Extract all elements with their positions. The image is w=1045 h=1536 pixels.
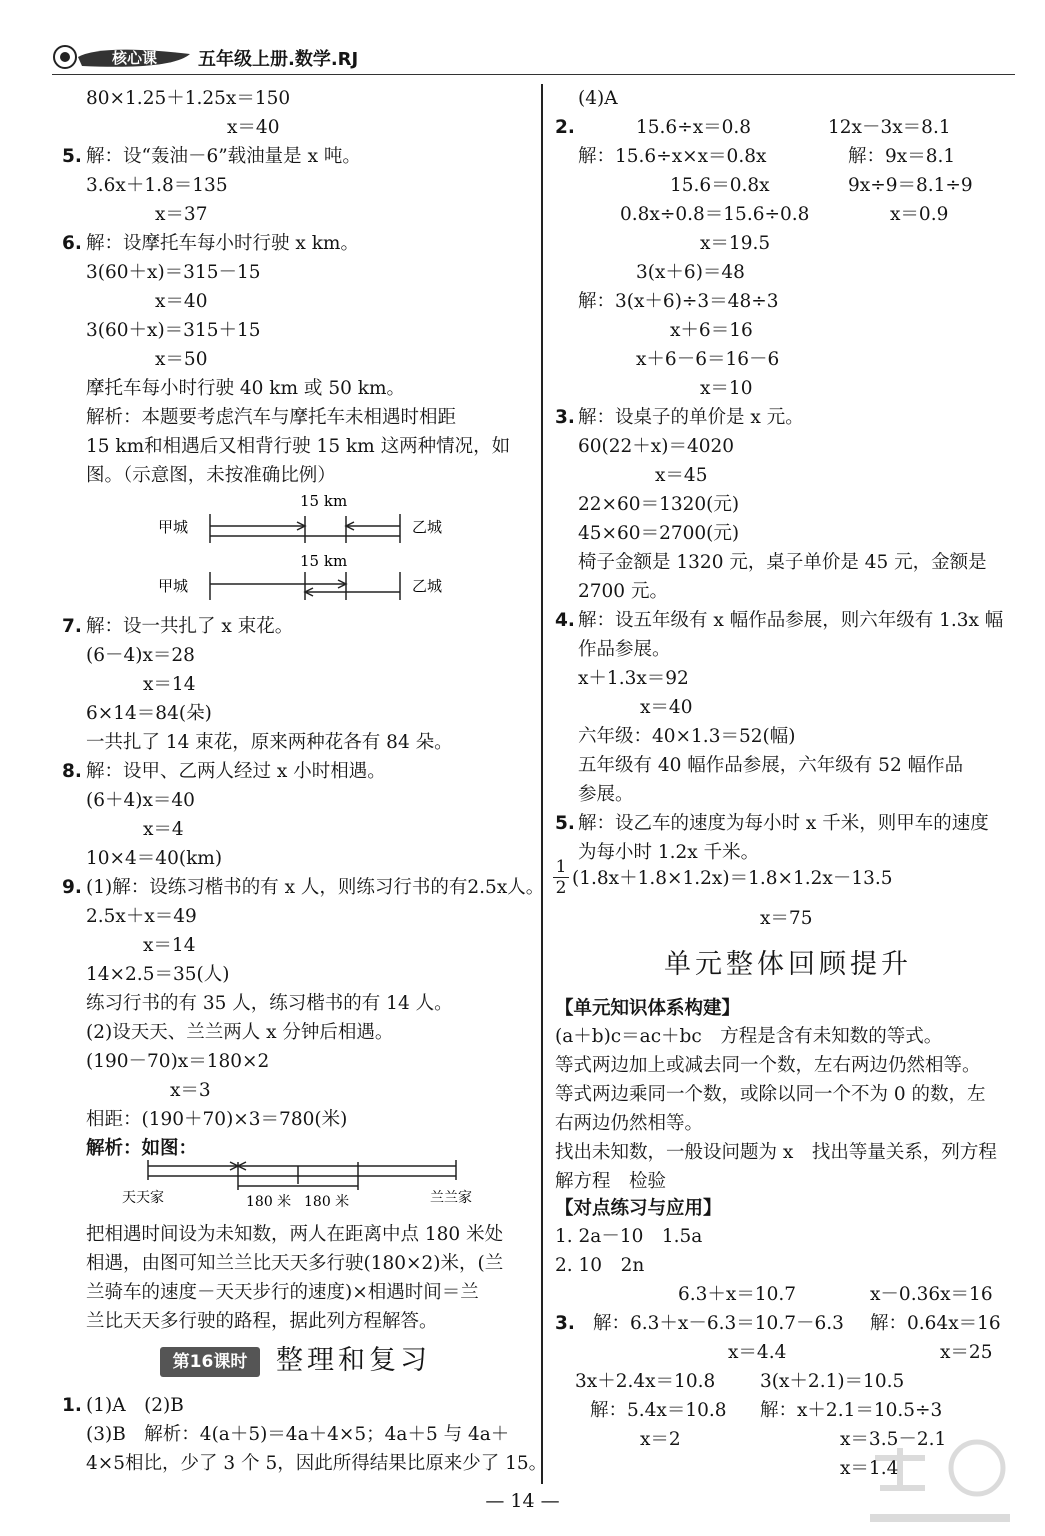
eq-line: x＝75 bbox=[760, 908, 813, 929]
eq-line: 3(60＋x)＝315＋15 bbox=[86, 320, 261, 341]
question-number: 5. bbox=[555, 813, 575, 834]
question-number: 9. bbox=[62, 877, 82, 898]
solution-text: (2)设天天、兰兰两人 x 分钟后相遇。 bbox=[86, 1022, 394, 1043]
analysis-line: 15 km和相遇后又相背行驶 15 km 这两种情况，如 bbox=[86, 436, 511, 457]
analysis-line: 解析：本题要考虑汽车与摩托车未相遇时相距 bbox=[86, 407, 457, 428]
solution-text: 解：设“轰油－6”载油量是 x 吨。 bbox=[86, 146, 361, 167]
question-number: 6. bbox=[62, 233, 82, 254]
answer-line: (4)A bbox=[578, 88, 618, 109]
eq-line: 2.5x＋x＝49 bbox=[86, 906, 197, 927]
eq-line: 15.6＝0.8x bbox=[670, 175, 770, 196]
eq-line: x＝37 bbox=[155, 204, 208, 225]
answer-line: 1. 2a－10 1.5a bbox=[555, 1226, 703, 1247]
eq-line: 0.8x÷0.8＝15.6÷0.8 bbox=[620, 204, 810, 225]
eq-line: x－0.36x＝16 bbox=[870, 1284, 993, 1305]
eq-line: x＝4 bbox=[143, 819, 184, 840]
question-number: 4. bbox=[555, 610, 575, 631]
solution-text: 解：设桌子的单价是 x 元。 bbox=[578, 407, 804, 428]
analysis-line: 图。（示意图，未按准确比例） bbox=[86, 465, 336, 486]
eq-line: 3(x＋2.1)＝10.5 bbox=[760, 1371, 905, 1392]
distance-label: 15 km bbox=[300, 552, 348, 570]
eq-line: 3x＋2.4x＝10.8 bbox=[575, 1371, 716, 1392]
eq-line: x＋6＝16 bbox=[670, 320, 753, 341]
eq-line: x＝14 bbox=[143, 674, 196, 695]
analysis-line: 解析：如图： bbox=[86, 1138, 198, 1159]
solution-text: 解：设一共扎了 x 束花。 bbox=[86, 616, 294, 637]
segment-label: 180 米 bbox=[246, 1194, 292, 1210]
solution-text: 为每小时 1.2x 千米。 bbox=[578, 842, 760, 863]
eq-line: x＝40 bbox=[640, 697, 693, 718]
question-number: 3. bbox=[555, 1313, 575, 1334]
eq-line: x＝45 bbox=[655, 465, 708, 486]
answer-line: 练习行书的有 35 人，练习楷书的有 14 人。 bbox=[86, 993, 453, 1014]
knowledge-line: (a＋b)c＝ac＋bc 方程是含有未知数的等式。 bbox=[555, 1026, 943, 1047]
eq-line: (1.8x＋1.8×1.2x)＝1.8×1.2x－13.5 bbox=[572, 868, 893, 889]
eq-line: 10×4＝40(km) bbox=[86, 848, 223, 869]
answer-line: 五年级有 40 幅作品参展，六年级有 52 幅作品 bbox=[578, 755, 964, 776]
section-heading: 【单元知识体系构建】 bbox=[555, 998, 741, 1019]
question-number: 5. bbox=[62, 146, 82, 167]
answer-line: (1)A (2)B bbox=[86, 1395, 184, 1416]
watermark-logo bbox=[865, 1428, 1015, 1528]
eq-line: x＝14 bbox=[143, 935, 196, 956]
answer-line: 4×5相比，少了 3 个 5，因此所得结果比原来少了 15。 bbox=[86, 1453, 548, 1474]
knowledge-line: 解方程 检验 bbox=[555, 1171, 667, 1192]
knowledge-line: 等式两边乘同一个数，或除以同一个不为 0 的数，左 bbox=[555, 1084, 986, 1105]
segment-label: 180 米 bbox=[304, 1194, 350, 1210]
knowledge-line: 右两边仍然相等。 bbox=[555, 1113, 704, 1134]
fraction-numerator: 1 bbox=[555, 857, 567, 877]
question-number: 7. bbox=[62, 616, 82, 637]
endpoint-label: 天天家 bbox=[122, 1190, 164, 1206]
city-b-label: 乙城 bbox=[412, 518, 443, 536]
eq-line: 解：15.6÷x×x＝0.8x bbox=[578, 146, 767, 167]
eq-line: x＝1.4 bbox=[840, 1458, 899, 1479]
eq-line: x＝2 bbox=[640, 1429, 681, 1450]
knowledge-line: 找出未知数，一般设问题为 x 找出等量关系，列方程 bbox=[555, 1142, 997, 1163]
eq-line: x＝40 bbox=[155, 291, 208, 312]
eq-line: 60(22＋x)＝4020 bbox=[578, 436, 735, 457]
eq-line: 15.6÷x＝0.8 bbox=[636, 117, 752, 138]
solution-text: 解：设摩托车每小时行驶 x km。 bbox=[86, 233, 359, 254]
eq-line: 相距：(190＋70)×3＝780(米) bbox=[86, 1109, 348, 1130]
analysis-line: 兰骑车的速度－天天步行的速度)×相遇时间＝兰 bbox=[86, 1282, 479, 1303]
eq-line: 9x÷9＝8.1÷9 bbox=[848, 175, 973, 196]
lesson-badge: 第16课时 bbox=[160, 1347, 260, 1377]
section-heading: 【对点练习与应用】 bbox=[555, 1198, 722, 1219]
eq-line: 12x－3x＝8.1 bbox=[828, 117, 951, 138]
eq-line: 6×14＝84(朵) bbox=[86, 703, 212, 724]
fraction-denominator: 2 bbox=[553, 877, 569, 898]
eq-line: 14×2.5＝35(人) bbox=[86, 964, 230, 985]
column-divider bbox=[541, 84, 543, 1484]
eq-line: 45×60＝2700(元) bbox=[578, 523, 740, 544]
eq-line: x＝50 bbox=[155, 349, 208, 370]
eq-line: x＝19.5 bbox=[700, 233, 771, 254]
answer-line: 2. 10 2n bbox=[555, 1255, 645, 1276]
eq-line: (6＋4)x＝40 bbox=[86, 790, 195, 811]
question-number: 3. bbox=[555, 407, 575, 428]
eq-line: 解：3(x＋6)÷3＝48÷3 bbox=[578, 291, 779, 312]
answer-line: 参展。 bbox=[578, 784, 634, 805]
eq-line: x＝0.9 bbox=[890, 204, 949, 225]
eq-line: 3(x＋6)＝48 bbox=[636, 262, 745, 283]
question-number: 8. bbox=[62, 761, 82, 782]
solution-text: 解：设五年级有 x 幅作品参展，则六年级有 1.3x 幅 bbox=[578, 610, 1004, 631]
eq-line: x＝40 bbox=[227, 117, 280, 138]
city-a-label: 甲城 bbox=[158, 518, 189, 536]
question-number: 1. bbox=[62, 1395, 82, 1416]
answer-line: 一共扎了 14 束花，原来两种花各有 84 朵。 bbox=[86, 732, 453, 753]
eq-line: 80×1.25＋1.25x＝150 bbox=[86, 88, 291, 109]
analysis-line: 兰比天天多行驶的路程，据此列方程解答。 bbox=[86, 1311, 438, 1332]
page-number: — 14 — bbox=[485, 1490, 560, 1512]
eq-line: x＝4.4 bbox=[728, 1342, 787, 1363]
lesson-title: 整理和复习 bbox=[276, 1345, 431, 1376]
eq-line: x＝25 bbox=[940, 1342, 993, 1363]
solution-text: 解：设甲、乙两人经过 x 小时相遇。 bbox=[86, 761, 386, 782]
eq-line: 解：9x＝8.1 bbox=[848, 146, 956, 167]
city-a-label: 甲城 bbox=[158, 577, 189, 595]
eq-line: 六年级：40×1.3＝52(幅) bbox=[578, 726, 796, 747]
answer-line: 椅子金额是 1320 元，桌子单价是 45 元，金额是 bbox=[578, 552, 987, 573]
eq-line: 3(60＋x)＝315－15 bbox=[86, 262, 261, 283]
solution-text: 解：设乙车的速度为每小时 x 千米，则甲车的速度 bbox=[578, 813, 989, 834]
eq-line: x＝3.5－2.1 bbox=[840, 1429, 947, 1450]
fraction bbox=[553, 857, 569, 898]
eq-line: x＝10 bbox=[700, 378, 753, 399]
city-b-label: 乙城 bbox=[412, 577, 443, 595]
analysis-line: 相遇，由图可知兰兰比天天多行驶(180×2)米，(兰 bbox=[86, 1253, 504, 1274]
eq-line: 解：0.64x＝16 bbox=[870, 1313, 1001, 1334]
book-title: 五年级上册.数学.RJ bbox=[198, 49, 359, 70]
answer-line: (3)B 解析：4(a＋5)＝4a＋4×5；4a＋5 与 4a＋ bbox=[86, 1424, 510, 1445]
solution-text: (1)解：设练习楷书的有 x 人，则练习行书的有2.5x人。 bbox=[86, 877, 545, 898]
eq-line: x＝3 bbox=[170, 1080, 211, 1101]
distance-diagram bbox=[150, 488, 470, 608]
eq-line: 3.6x＋1.8＝135 bbox=[86, 175, 228, 196]
eq-line: 解：5.4x＝10.8 bbox=[590, 1400, 727, 1421]
endpoint-label: 兰兰家 bbox=[430, 1190, 472, 1206]
knowledge-line: 等式两边加上或减去同一个数，左右两边仍然相等。 bbox=[555, 1055, 981, 1076]
eq-line: x＋6－6＝16－6 bbox=[636, 349, 780, 370]
eq-line: 6.3＋x＝10.7 bbox=[678, 1284, 797, 1305]
unit-review-title: 单元整体回顾提升 bbox=[664, 949, 912, 980]
header-rule bbox=[52, 74, 1015, 75]
solution-text: 作品参展。 bbox=[578, 639, 671, 660]
question-number: 2. bbox=[555, 117, 575, 138]
eq-line: 22×60＝1320(元) bbox=[578, 494, 740, 515]
eq-line: 解：x＋2.1＝10.5÷3 bbox=[760, 1400, 943, 1421]
distance-label: 15 km bbox=[300, 492, 348, 510]
publisher-logo bbox=[52, 44, 192, 70]
eq-line: 解：6.3＋x－6.3＝10.7－6.3 bbox=[593, 1313, 844, 1334]
answer-line: 摩托车每小时行驶 40 km 或 50 km。 bbox=[86, 378, 405, 399]
meeting-diagram bbox=[110, 1156, 510, 1212]
eq-line: x＋1.3x＝92 bbox=[578, 668, 689, 689]
eq-line: (6－4)x＝28 bbox=[86, 645, 195, 666]
svg-text:核心课: 核心课 bbox=[112, 49, 158, 67]
answer-line: 2700 元。 bbox=[578, 581, 668, 602]
analysis-line: 把相遇时间设为未知数，两人在距离中点 180 米处 bbox=[86, 1224, 504, 1245]
eq-line: (190－70)x＝180×2 bbox=[86, 1051, 270, 1072]
